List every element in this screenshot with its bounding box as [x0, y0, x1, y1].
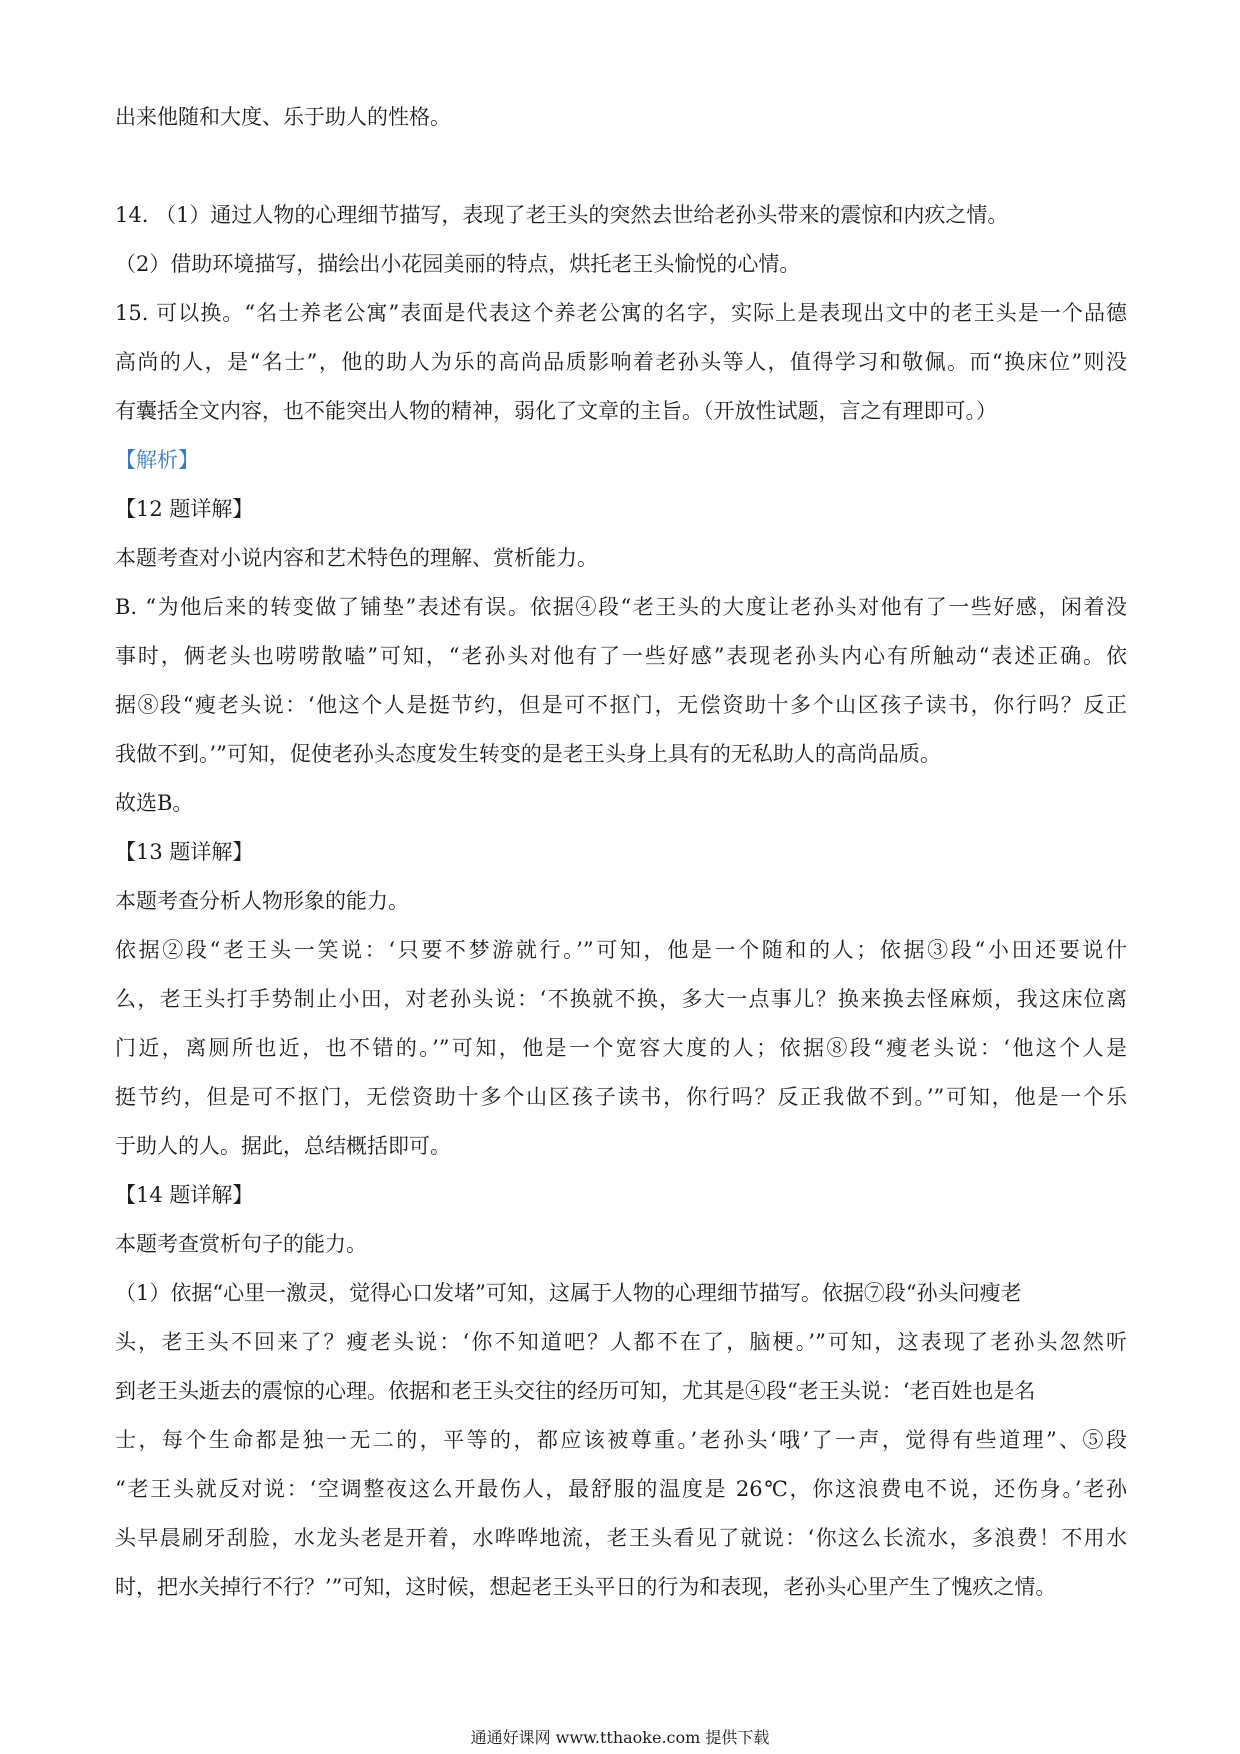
q12-body-line: 我做不到。’”可知，促使老孙头态度发生转变的是老王头身上具有的无私助人的高尚品质。	[115, 742, 941, 766]
q13-intro: 本题考查分析人物形象的能力。	[115, 889, 409, 913]
answer-15-line: 15. 可以换。“名士养老公寓”表面是代表这个养老公寓的名字，实际上是表现出文中的老王头是一个品德	[115, 301, 1127, 325]
q14-intro: 本题考查赏析句子的能力。	[115, 1232, 367, 1256]
q13-heading: 【13 题详解】	[115, 840, 254, 864]
q12-heading: 【12 题详解】	[115, 497, 254, 521]
document-body	[115, 93, 1127, 1612]
q13-body-line: 挺节约，但是可不抠门，无偿资助十多个山区孩子读书，你行吗？反正我做不到。’”可知，他是一个乐	[115, 1085, 1127, 1109]
q13-body-line: 门近，离厕所也近，也不错的。’”可知，他是一个宽容大度的人；依据⑧段“瘦老头说：‘他这个人是	[115, 1036, 1127, 1060]
answer-15-line: 高尚的人，是“名士”，他的助人为乐的高尚品质影响着老孙头等人，值得学习和敬佩。而“换床位”则没	[115, 350, 1127, 374]
q12-conclusion: 故选B。	[115, 791, 194, 815]
answer-14-part-2: （2）借助环境描写，描绘出小花园美丽的特点，烘托老王头愉悦的心情。	[115, 252, 801, 276]
q14-body-line: （1）依据“心里一激灵，觉得心口发堵”可知，这属于人物的心理细节描写。依据⑦段“孙头问瘦老	[115, 1281, 1022, 1305]
q14-heading: 【14 题详解】	[115, 1183, 254, 1207]
analysis-heading: 【解析】	[115, 448, 199, 472]
continuation-line: 出来他随和大度、乐于助人的性格。	[115, 105, 451, 129]
q14-body-line: 士，每个生命都是独一无二的，平等的，都应该被尊重。’老孙头‘哦’了一声，觉得有些道理”、⑤段	[115, 1428, 1127, 1452]
q12-body-line: 据⑧段“瘦老头说：‘他这个人是挺节约，但是可不抠门，无偿资助十多个山区孩子读书，你行吗？反正	[115, 693, 1127, 717]
answer-15	[115, 289, 1127, 436]
q13-body-line: 依据②段“老王头一笑说：‘只要不梦游就行。’”可知，他是一个随和的人；依据③段“小田还要说什	[115, 938, 1127, 962]
answer-14-part-1: 14. （1）通过人物的心理细节描写，表现了老王头的突然去世给老孙头带来的震惊和内疚之情。	[115, 203, 1009, 227]
analysis-q12	[115, 485, 1127, 828]
analysis-q14	[115, 1171, 1127, 1612]
answer-14	[115, 191, 1127, 289]
q12-body-line: 事时，俩老头也唠唠散嗑”可知，“老孙头对他有了一些好感”表现老孙头内心有所触动“表述正确。依	[115, 644, 1127, 668]
q14-body-line: “老王头就反对说：‘空调整夜这么开最伤人，最舒服的温度是 26℃，你这浪费电不说，还伤身。’老孙	[115, 1477, 1127, 1501]
analysis-q13	[115, 828, 1127, 1171]
q13-body-line: 于助人的人。据此，总结概括即可。	[115, 1134, 451, 1158]
q14-body-line: 到老王头逝去的震惊的心理。依据和老王头交往的经历可知，尤其是④段“老王头说：‘老百姓也是名	[115, 1379, 1036, 1403]
answer-15-line: 有囊括全文内容，也不能突出人物的精神，弱化了文章的主旨。（开放性试题，言之有理即可。）	[115, 399, 997, 423]
q14-body-line: 头，老王头不回来了？瘦老头说：‘你不知道吧？人都不在了，脑梗。’”可知，这表现了老孙头忽然听	[115, 1330, 1127, 1354]
q13-body-line: 么，老王头打手势制止小田，对老孙头说：‘不换就不换，多大一点事儿？换来换去怪麻烦，我这床位离	[115, 987, 1127, 1011]
q14-body-line: 头早晨刷牙刮脸，水龙头老是开着，水哗哗地流，老王头看见了就说：‘你这么长流水，多浪费！不用水	[115, 1526, 1127, 1550]
blank-line	[115, 142, 1127, 191]
q12-body-line: B. “为他后来的转变做了铺垫”表述有误。依据④段“老王头的大度让老孙头对他有了一些好感，闲着没	[115, 595, 1127, 619]
q14-body-line: 时，把水关掉行不行？’”可知，这时候，想起老王头平日的行为和表现，老孙头心里产生了愧疚之情。	[115, 1575, 1057, 1599]
page-footer: 通通好课网 www.tthaoke.com 提供下载	[470, 1728, 770, 1747]
q12-intro: 本题考查对小说内容和艺术特色的理解、赏析能力。	[115, 546, 598, 570]
